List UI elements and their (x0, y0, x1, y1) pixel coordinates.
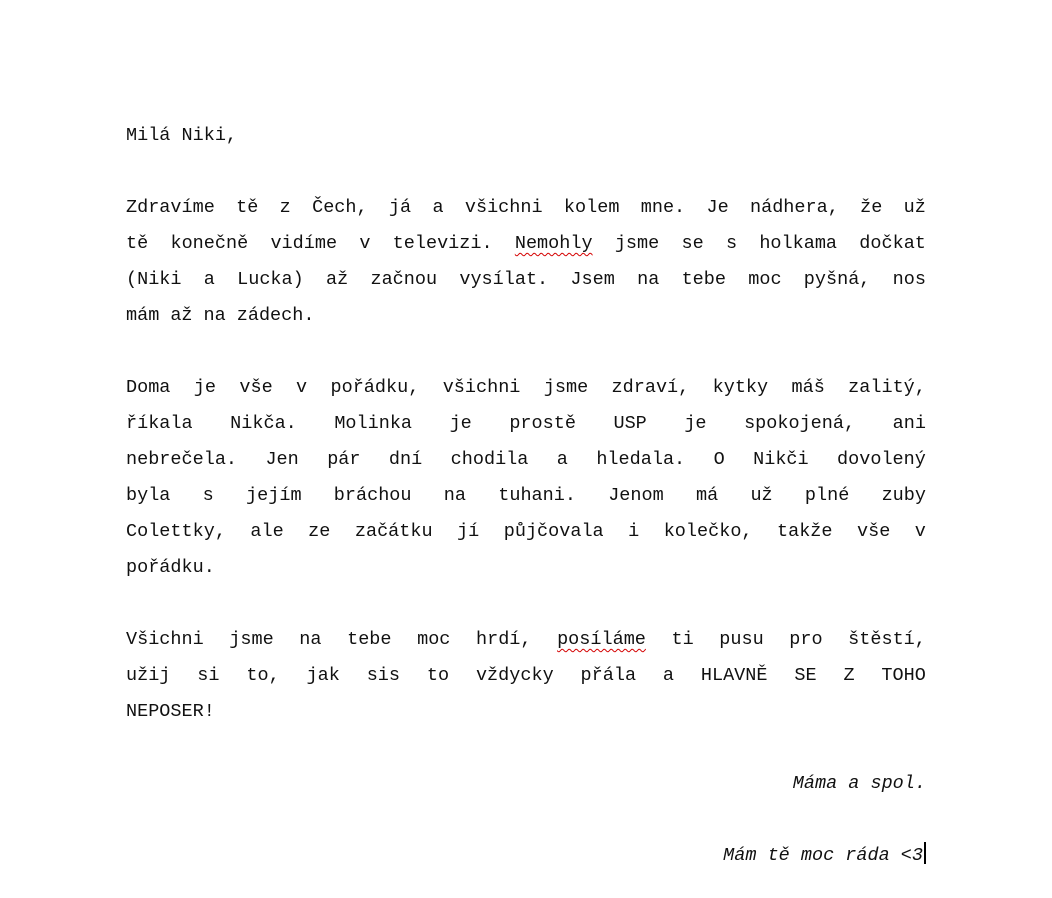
word: moc (417, 629, 451, 650)
word: Jen (265, 449, 299, 470)
word: byla (126, 485, 171, 506)
word: začátku (354, 521, 433, 542)
word: vidíme (270, 233, 338, 254)
blank-line (126, 586, 926, 622)
word: až (326, 269, 349, 290)
word: vždycky (475, 665, 554, 686)
word: nos (892, 269, 926, 290)
word: sis (366, 665, 401, 686)
word: Z (843, 665, 855, 686)
blank-line (126, 154, 926, 190)
letter-paragraph (126, 190, 926, 334)
word: a (203, 269, 215, 290)
word: nádhera, (750, 197, 839, 218)
letter-postscript (126, 838, 926, 874)
word: Colettky, (126, 521, 226, 542)
word: prostě (509, 413, 576, 434)
word: dní (388, 449, 423, 470)
word: ze (308, 521, 331, 542)
text-line (126, 478, 926, 514)
word: jí (457, 521, 480, 542)
word: Čech, (312, 197, 368, 218)
word: jsme (229, 629, 274, 650)
word: to, (246, 665, 280, 686)
word: dovolený (837, 449, 926, 470)
word: nebrečela. (126, 449, 238, 470)
word: na (299, 629, 322, 650)
text-line (126, 298, 926, 334)
word: půjčovala (503, 521, 604, 542)
text-line (126, 658, 926, 694)
word: jsme (543, 377, 589, 398)
word: tě (126, 233, 149, 254)
postscript-text: Mám tě moc ráda <3 (723, 845, 923, 866)
text-line (126, 370, 926, 406)
word: štěstí, (848, 629, 926, 650)
word: HLAVNĚ (700, 665, 768, 686)
document-body[interactable] (126, 118, 926, 874)
word: ti (671, 629, 694, 650)
word: si (197, 665, 220, 686)
word: máš (791, 377, 825, 398)
word: zdraví, (611, 377, 690, 398)
word: pořádku, (330, 377, 420, 398)
word: vysílat. (459, 269, 549, 290)
word: už (750, 485, 773, 506)
word: v (296, 377, 308, 398)
word: v (359, 233, 371, 254)
word: vše (856, 521, 891, 542)
word: pro (789, 629, 823, 650)
word: ale (250, 521, 284, 542)
word: to (426, 665, 450, 686)
text-line (126, 190, 926, 226)
word: zádech. (236, 305, 315, 326)
word: mne. (640, 197, 686, 218)
text-line (126, 406, 926, 442)
word: z (279, 197, 291, 218)
word: začnou (370, 269, 438, 290)
word: a (556, 449, 568, 470)
word: na (637, 269, 660, 290)
word: v (914, 521, 926, 542)
letter-signature: Máma a spol. (792, 773, 926, 794)
word: hledala. (596, 449, 686, 470)
word: (Niki (126, 269, 182, 290)
word: kolem (563, 197, 620, 218)
word: se (681, 233, 704, 254)
word: jsme (614, 233, 660, 254)
letter-paragraphs (126, 190, 926, 766)
word: a (432, 197, 444, 218)
word: tuhani. (498, 485, 576, 506)
word: chodila (450, 449, 529, 470)
word: je (684, 413, 707, 434)
word: NEPOSER! (126, 701, 215, 722)
word: pořádku. (126, 557, 215, 578)
text-line (126, 550, 926, 586)
word: holkama (759, 233, 838, 254)
word: Jenom (608, 485, 664, 506)
word: TOHO (881, 665, 926, 686)
word: užij (126, 665, 171, 686)
text-line (126, 694, 926, 730)
word: Nikča. (230, 413, 297, 434)
word: s (202, 485, 214, 506)
word: vše (239, 377, 273, 398)
word: pár (327, 449, 361, 470)
letter-paragraph (126, 622, 926, 730)
word: i (628, 521, 640, 542)
word: kolečko, (663, 521, 753, 542)
misspelled-word: posíláme (557, 629, 646, 650)
word: má (695, 485, 719, 506)
word: na (203, 305, 226, 326)
word: hrdí, (475, 629, 532, 650)
text-line (126, 262, 926, 298)
text-line (126, 226, 926, 262)
word: a (662, 665, 675, 686)
word: kytky (712, 377, 769, 398)
word: ani (892, 413, 926, 434)
word: na (443, 485, 466, 506)
word: je (193, 377, 216, 398)
misspelled-word: Nemohly (514, 233, 593, 254)
word: plné (804, 485, 850, 506)
word: tebe (347, 629, 392, 650)
word: Lucka) (237, 269, 304, 290)
word: Zdravíme (126, 197, 215, 218)
word: pyšná, (803, 269, 871, 290)
blank-line (126, 334, 926, 370)
letter-greeting: Milá Niki, (126, 125, 238, 146)
word: s (725, 233, 738, 254)
word: spokojená, (744, 413, 856, 434)
word: mám (126, 305, 160, 326)
word: SE (794, 665, 817, 686)
word: je (449, 413, 472, 434)
word: všichni (464, 197, 543, 218)
word: Je (706, 197, 729, 218)
text-line (126, 442, 926, 478)
word: že (860, 197, 883, 218)
word: Všichni (126, 629, 204, 650)
text-line (126, 622, 926, 658)
word: moc (748, 269, 782, 290)
word: přála (580, 665, 637, 686)
word: takže (777, 521, 833, 542)
word: zuby (881, 485, 926, 506)
word: Jsem (570, 269, 615, 290)
word: všichni (442, 377, 521, 398)
blank-line (126, 730, 926, 766)
word: pusu (719, 629, 764, 650)
word: tě (236, 197, 259, 218)
text-line (126, 514, 926, 550)
word: televizi. (392, 233, 493, 254)
word: já (388, 197, 412, 218)
blank-line (126, 802, 926, 838)
word: Molinka (334, 413, 413, 434)
word: jak (306, 665, 340, 686)
word: až (170, 305, 193, 326)
word: Doma (126, 377, 171, 398)
letter-paragraph (126, 370, 926, 586)
word: konečně (170, 233, 249, 254)
word: zalitý, (848, 377, 926, 398)
word: jejím (246, 485, 302, 506)
word: už (903, 197, 926, 218)
word: tebe (681, 269, 726, 290)
word: USP (613, 413, 647, 434)
word: dočkat (859, 233, 926, 254)
word: Nikči (753, 449, 809, 470)
word: říkala (126, 413, 193, 434)
word: O (713, 449, 725, 470)
word: bráchou (333, 485, 412, 506)
text-cursor (924, 842, 926, 864)
